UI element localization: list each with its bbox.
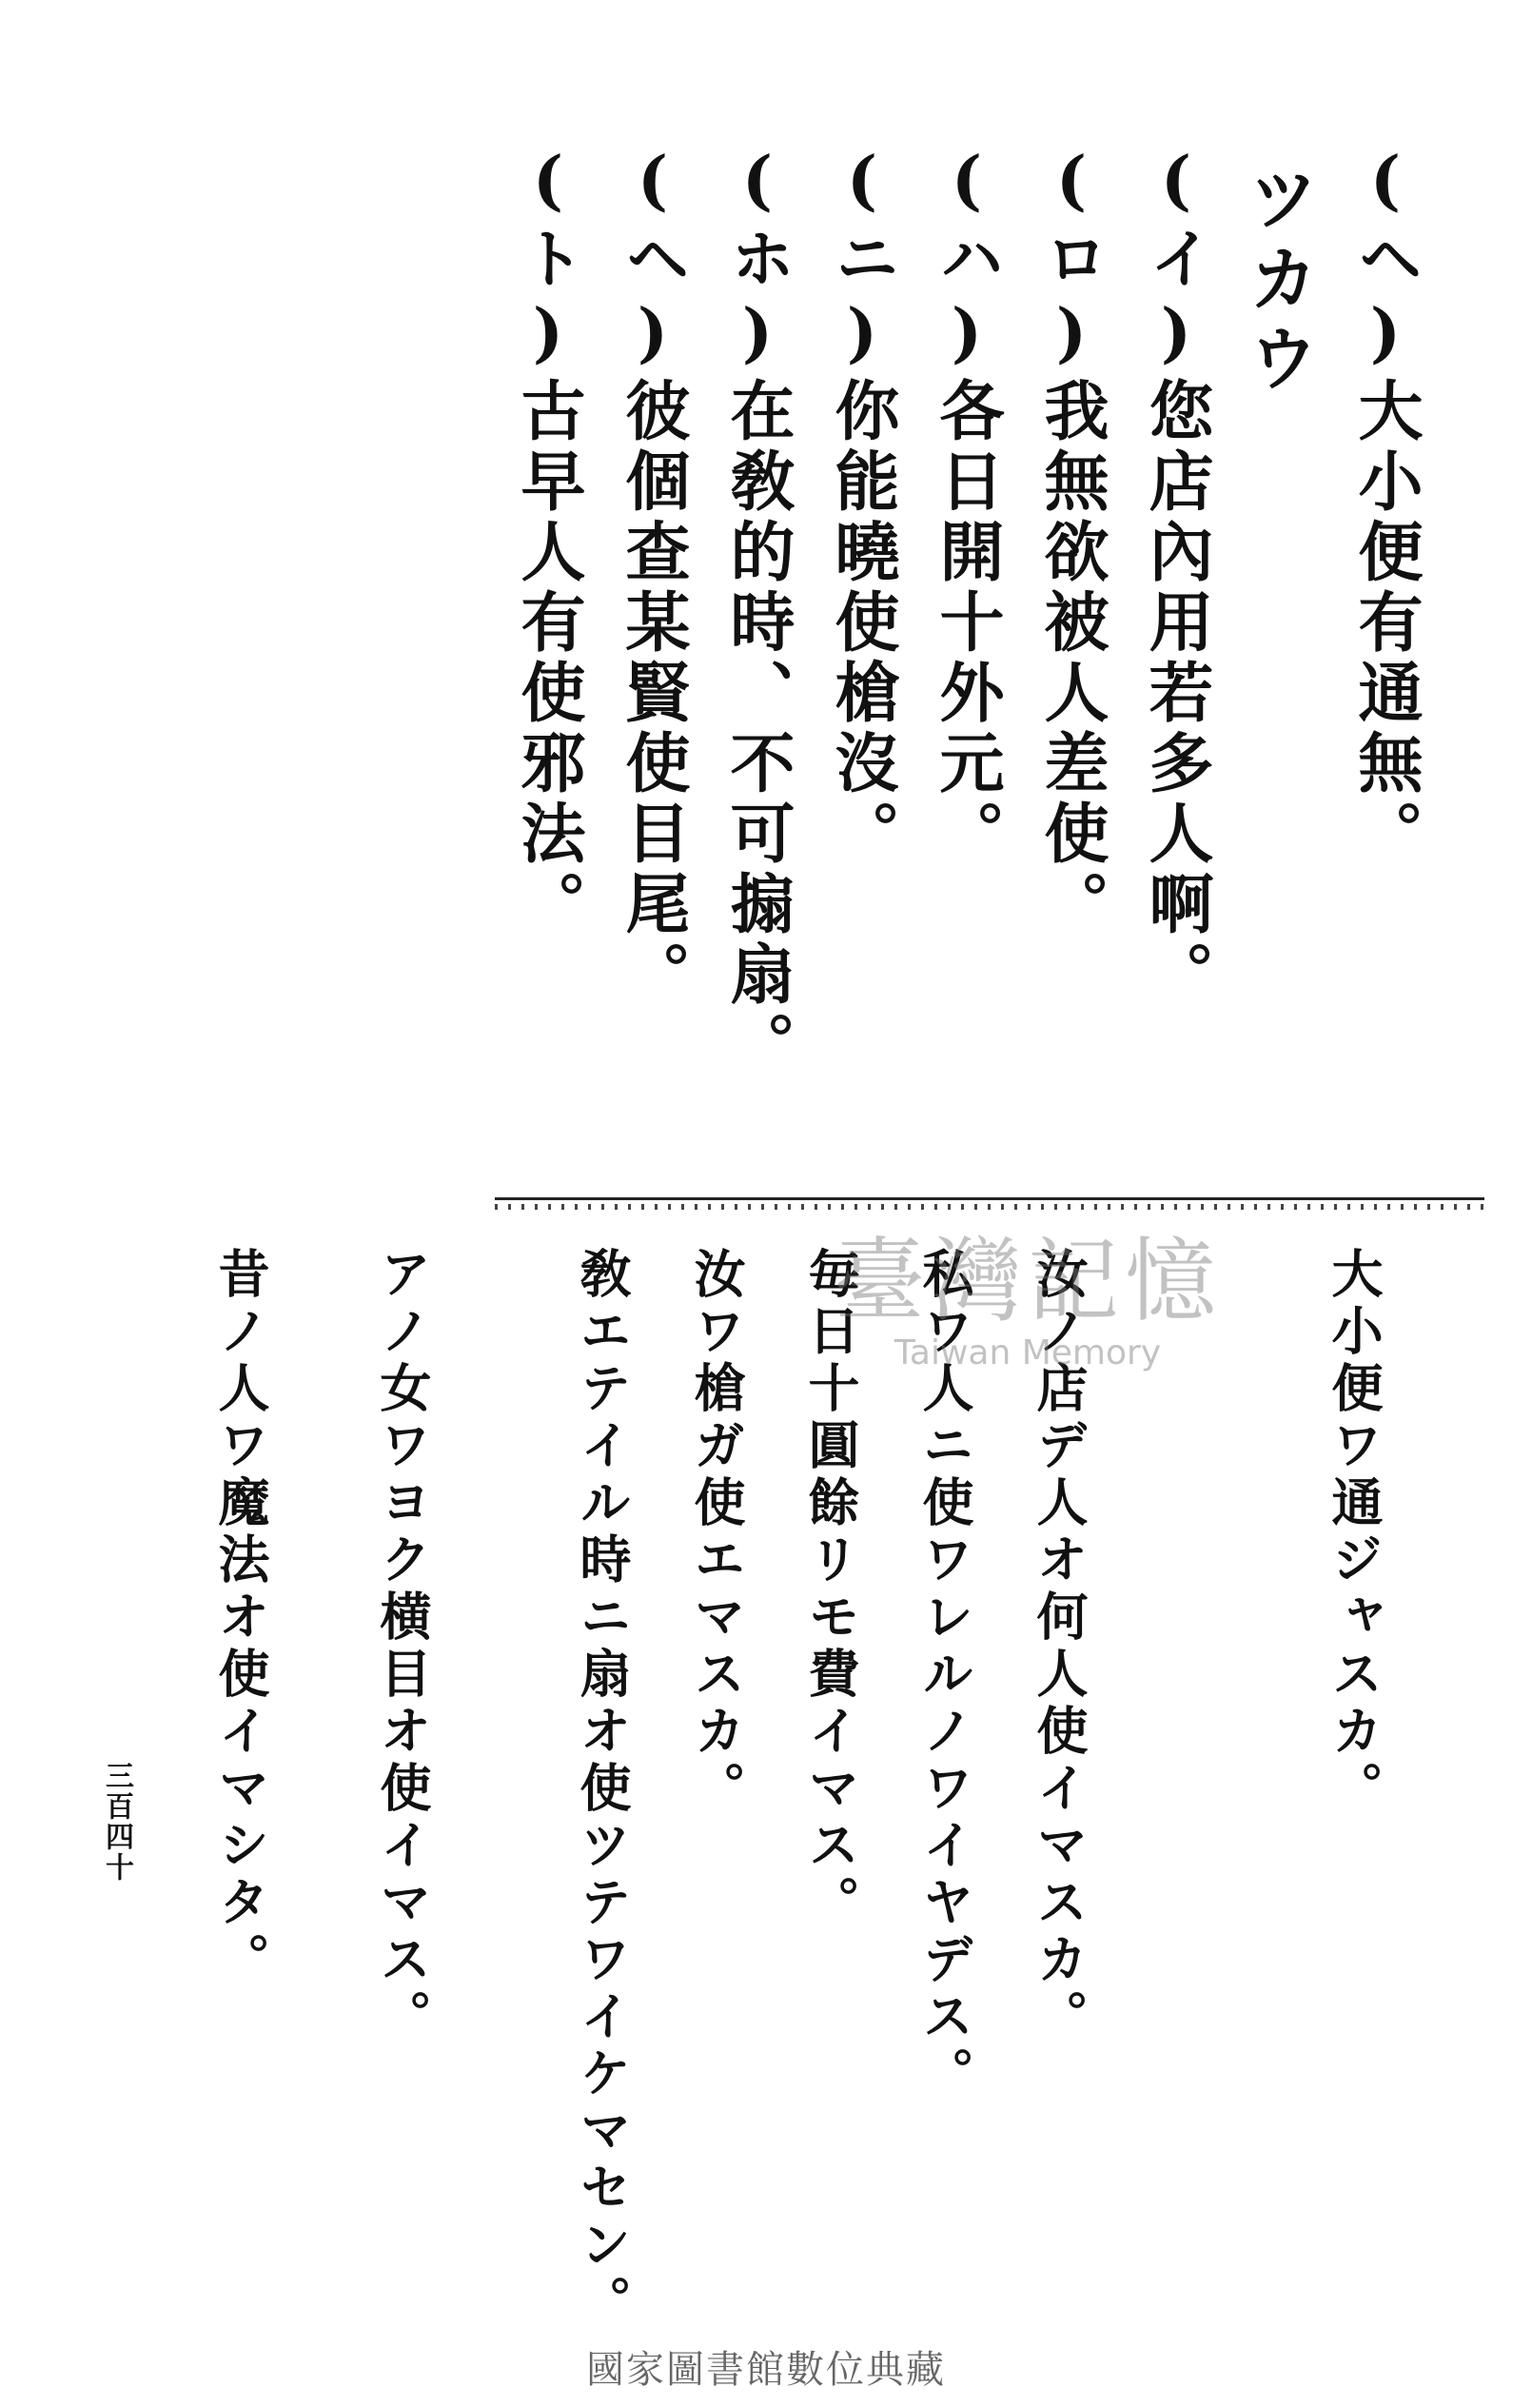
taiwanese-example-1: (ヘ)大小便有通無。: [1347, 143, 1424, 870]
japanese-translation-1: 大小便ワ通ジャスカ。: [1324, 1247, 1385, 1818]
watermark-subtitle: Taiwan Memory: [894, 1333, 1162, 1372]
japanese-translation-5: 汝ワ槍ガ使エマスカ。: [686, 1247, 747, 1818]
section-divider: [495, 1197, 1484, 1214]
japanese-translation-6: 敎エテイル時ニ扇オ使ツテワイケマセン。: [572, 1247, 633, 2332]
taiwanese-example-6: (ホ)在敎的時、不可搧扇。: [719, 143, 795, 1081]
taiwan-memory-watermark: [809, 1209, 1247, 1372]
taiwanese-example-7: (ヘ)彼個查某賢使目尾。: [615, 143, 691, 1011]
japanese-translation-7: アノ女ワヨク横目オ使イマス。: [372, 1247, 433, 2046]
watermark-title: 臺灣記憶: [834, 1228, 1222, 1334]
taiwanese-example-2: (イ)您店內用若多人啊。: [1138, 143, 1214, 1011]
taiwanese-example-5: (ニ)你能曉使槍沒。: [824, 143, 900, 870]
japanese-translation-2: 汝ノ店デ人オ何人使イマスカ。: [1029, 1247, 1090, 2046]
taiwanese-example-3: (ロ)我無欲被人差使。: [1033, 143, 1110, 940]
japanese-translation-8: 昔ノ人ワ魔法オ使イマシタ。: [210, 1247, 271, 1989]
japanese-translation-4: 毎日十圓餘リモ費イマス。: [800, 1247, 861, 1932]
taiwanese-example-8: (ト)古早人有使邪法。: [510, 143, 586, 940]
library-footer: 國家圖書館數位典藏: [586, 2348, 946, 2392]
taiwanese-example-4: (ハ)各日開十外元。: [929, 143, 1005, 870]
page-number: 三百四十: [100, 1761, 133, 1883]
section-heading: ツカウ: [1237, 162, 1319, 402]
japanese-translation-3: 私ワ人ニ使ワレルノワイヤデス。: [914, 1247, 975, 2103]
